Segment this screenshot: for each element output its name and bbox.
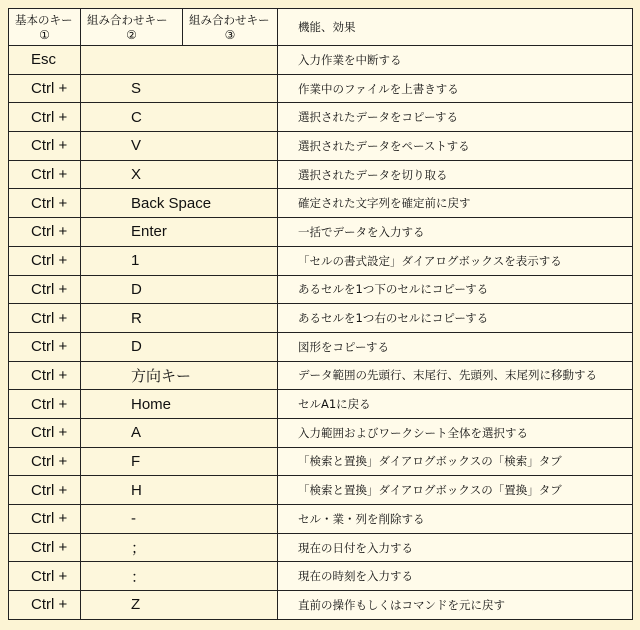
- header-base-key: [9, 9, 81, 46]
- base-key-cell: Ctrl +: [9, 418, 81, 447]
- base-key-cell: Ctrl +: [9, 304, 81, 333]
- combo-key-cell: ；: [81, 533, 183, 562]
- combo-key-cell: R: [81, 304, 183, 333]
- table-row: [9, 304, 633, 333]
- combo-key-3-cell: [183, 390, 278, 419]
- shortcut-table: [8, 8, 633, 620]
- base-key-cell: Esc: [9, 46, 81, 75]
- combo-key-cell: 1: [81, 246, 183, 275]
- base-key-cell: Ctrl +: [9, 332, 81, 361]
- header-combo3-label: 組み合わせキー: [189, 13, 270, 27]
- combo-key-3-cell: [183, 332, 278, 361]
- combo-key-cell: [81, 46, 183, 75]
- base-key-cell: Ctrl +: [9, 103, 81, 132]
- combo-key-3-cell: [183, 591, 278, 620]
- header-row: [9, 9, 633, 46]
- combo-key-3-cell: [183, 160, 278, 189]
- base-key-cell: Ctrl +: [9, 591, 81, 620]
- combo-key-cell: S: [81, 74, 183, 103]
- base-key-cell: Ctrl +: [9, 533, 81, 562]
- base-key-cell: Ctrl +: [9, 275, 81, 304]
- base-key-cell: Ctrl +: [9, 160, 81, 189]
- combo-key-cell: V: [81, 132, 183, 161]
- combo-key-cell: Back Space: [81, 189, 183, 218]
- function-cell: 確定された文字列を確定前に戻す: [278, 189, 633, 218]
- table-row: [9, 591, 633, 620]
- combo-key-3-cell: [183, 218, 278, 247]
- function-cell: 一括でデータを入力する: [278, 218, 633, 247]
- function-cell: 選択されたデータをペーストする: [278, 132, 633, 161]
- combo-key-cell: D: [81, 275, 183, 304]
- table-row: [9, 246, 633, 275]
- function-cell: 「セルの書式設定」ダイアログボックスを表示する: [278, 246, 633, 275]
- function-cell: 作業中のファイルを上書きする: [278, 74, 633, 103]
- table-row: [9, 74, 633, 103]
- base-key-cell: Ctrl +: [9, 562, 81, 591]
- combo-key-3-cell: [183, 562, 278, 591]
- function-cell: セル・業・列を削除する: [278, 505, 633, 534]
- header-combo-key-2: [81, 9, 183, 46]
- combo-key-3-cell: [183, 46, 278, 75]
- base-key-cell: Ctrl +: [9, 246, 81, 275]
- function-cell: データ範囲の先頭行、末尾行、先頭列、末尾列に移動する: [278, 361, 633, 390]
- function-cell: 入力作業を中断する: [278, 46, 633, 75]
- table-row: [9, 132, 633, 161]
- table-row: [9, 46, 633, 75]
- combo-key-cell: -: [81, 505, 183, 534]
- table-row: [9, 361, 633, 390]
- function-cell: 図形をコピーする: [278, 332, 633, 361]
- combo-key-3-cell: [183, 246, 278, 275]
- combo-key-cell: H: [81, 476, 183, 505]
- function-cell: 直前の操作もしくはコマンドを元に戻す: [278, 591, 633, 620]
- header-base-num: ①: [39, 28, 50, 42]
- combo-key-cell: 方向キー: [81, 361, 183, 390]
- base-key-cell: Ctrl +: [9, 390, 81, 419]
- header-combo2-num: ②: [126, 28, 137, 42]
- table-row: [9, 103, 633, 132]
- combo-key-3-cell: [183, 103, 278, 132]
- header-combo3-num: ③: [224, 28, 236, 42]
- table-row: [9, 562, 633, 591]
- base-key-cell: Ctrl +: [9, 218, 81, 247]
- base-key-cell: Ctrl +: [9, 132, 81, 161]
- combo-key-cell: F: [81, 447, 183, 476]
- table-row: [9, 447, 633, 476]
- function-cell: 入力範囲およびワークシート全体を選択する: [278, 418, 633, 447]
- combo-key-3-cell: [183, 533, 278, 562]
- combo-key-3-cell: [183, 476, 278, 505]
- base-key-cell: Ctrl +: [9, 476, 81, 505]
- combo-key-cell: X: [81, 160, 183, 189]
- function-cell: 「検索と置換」ダイアログボックスの「置換」タブ: [278, 476, 633, 505]
- function-cell: あるセルを1つ右のセルにコピーする: [278, 304, 633, 333]
- header-base-label: 基本のキー: [15, 13, 73, 27]
- header-combo-key-3: [183, 9, 278, 46]
- combo-key-3-cell: [183, 505, 278, 534]
- table-row: [9, 533, 633, 562]
- function-cell: 「検索と置換」ダイアログボックスの「検索」タブ: [278, 447, 633, 476]
- combo-key-3-cell: [183, 275, 278, 304]
- combo-key-cell: Home: [81, 390, 183, 419]
- header-function: 機能、効果: [278, 9, 633, 46]
- combo-key-3-cell: [183, 132, 278, 161]
- function-cell: 選択されたデータを切り取る: [278, 160, 633, 189]
- combo-key-cell: D: [81, 332, 183, 361]
- table-row: [9, 189, 633, 218]
- combo-key-cell: Z: [81, 591, 183, 620]
- table-row: [9, 505, 633, 534]
- combo-key-3-cell: [183, 447, 278, 476]
- function-cell: 現在の日付を入力する: [278, 533, 633, 562]
- combo-key-cell: C: [81, 103, 183, 132]
- combo-key-cell: A: [81, 418, 183, 447]
- function-cell: セルA1に戻る: [278, 390, 633, 419]
- base-key-cell: Ctrl +: [9, 505, 81, 534]
- table-row: [9, 218, 633, 247]
- function-cell: 現在の時刻を入力する: [278, 562, 633, 591]
- combo-key-3-cell: [183, 304, 278, 333]
- table-row: [9, 332, 633, 361]
- base-key-cell: Ctrl +: [9, 447, 81, 476]
- combo-key-3-cell: [183, 361, 278, 390]
- header-combo2-label: 組み合わせキー: [87, 13, 168, 27]
- combo-key-cell: ：: [81, 562, 183, 591]
- table-row: [9, 390, 633, 419]
- combo-key-cell: Enter: [81, 218, 183, 247]
- base-key-cell: Ctrl +: [9, 189, 81, 218]
- base-key-cell: Ctrl +: [9, 74, 81, 103]
- table-row: [9, 418, 633, 447]
- shortcut-table-frame: [8, 8, 632, 622]
- table-row: [9, 160, 633, 189]
- table-row: [9, 275, 633, 304]
- function-cell: 選択されたデータをコピーする: [278, 103, 633, 132]
- base-key-cell: Ctrl +: [9, 361, 81, 390]
- combo-key-3-cell: [183, 74, 278, 103]
- combo-key-3-cell: [183, 418, 278, 447]
- function-cell: あるセルを1つ下のセルにコピーする: [278, 275, 633, 304]
- table-row: [9, 476, 633, 505]
